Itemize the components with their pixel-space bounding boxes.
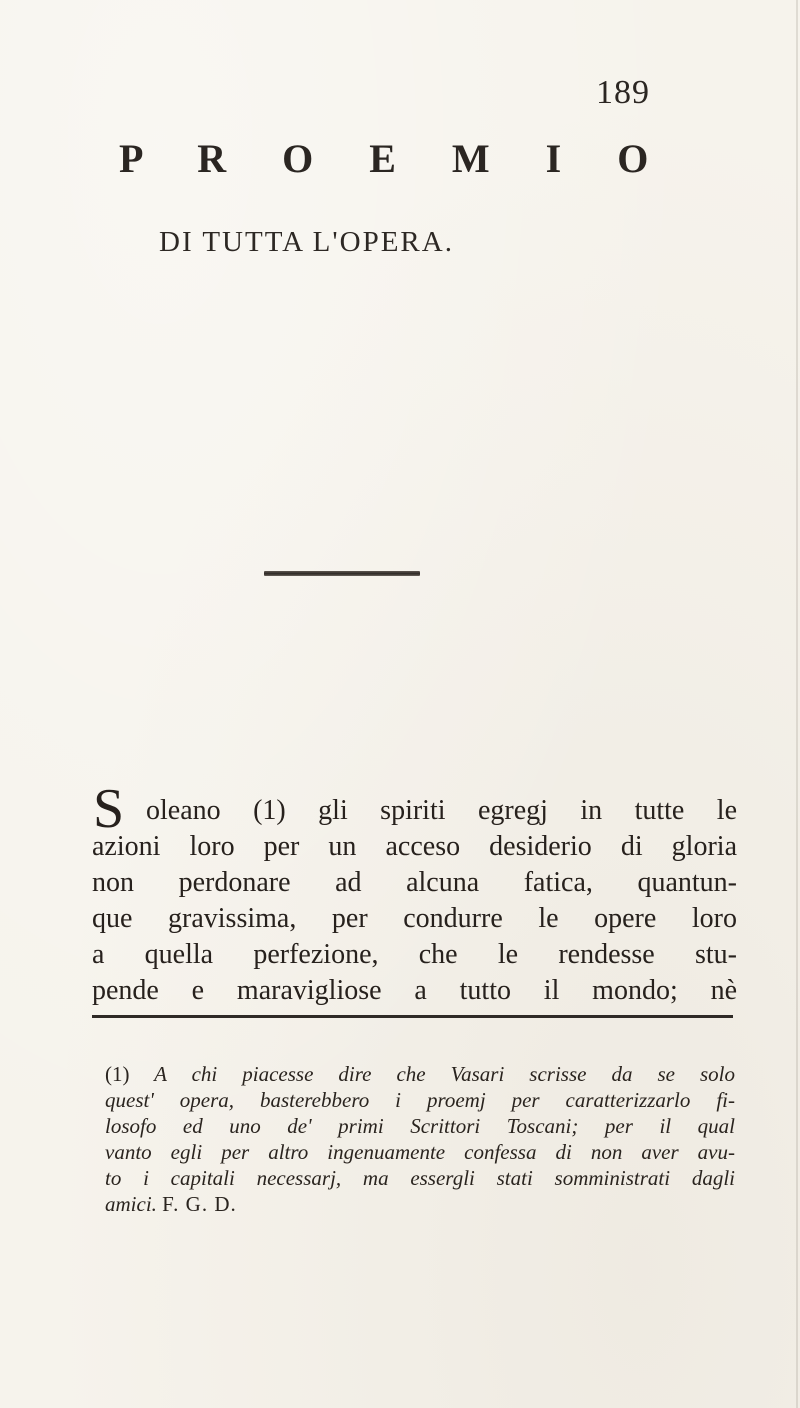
body-line: azioni loro per un acceso desiderio di gloria	[92, 831, 737, 862]
body-line: non perdonare ad alcuna fatica, quantun-	[92, 867, 737, 898]
footnote-line	[105, 1191, 735, 1217]
body-line: que gravissima, per condurre le opere loro	[92, 903, 737, 934]
chapter-subtitle: DI TUTTA L'OPERA.	[159, 226, 454, 258]
footnote-text: amici.	[105, 1192, 157, 1216]
chapter-title: P R O E M I O	[119, 136, 672, 181]
page-edge-shadow	[796, 0, 798, 1408]
ornamental-rule	[264, 571, 420, 576]
footnote-line	[105, 1061, 735, 1087]
footnote-line: vanto egli per altro ingenuamente confessa di non aver avu-	[105, 1140, 735, 1164]
footnote	[105, 1061, 735, 1217]
footnote-line: quest' opera, basterebbero i proemj per caratterizzarlo fi-	[105, 1088, 735, 1112]
footnote-marker: (1)	[105, 1062, 130, 1086]
drop-cap: S	[93, 778, 125, 840]
footnote-line: to i capitali necessarj, ma essergli stati somministrati dagli	[105, 1166, 735, 1190]
footnote-signature: F. G. D.	[162, 1192, 237, 1216]
footnote-line: losofo ed uno de' primi Scrittori Toscani; per il qual	[105, 1114, 735, 1138]
footnote-text: A chi piacesse dire che Vasari scrisse da se solo	[154, 1062, 736, 1086]
page-number: 189	[596, 74, 650, 111]
body-line: a quella perfezione, che le rendesse stu-	[92, 939, 737, 970]
footnote-divider	[92, 1015, 733, 1018]
body-line: pende e maravigliose a tutto il mondo; nè	[92, 975, 737, 1006]
body-text	[92, 793, 737, 1009]
body-line: oleano (1) gli spiriti egregj in tutte le	[146, 795, 737, 826]
